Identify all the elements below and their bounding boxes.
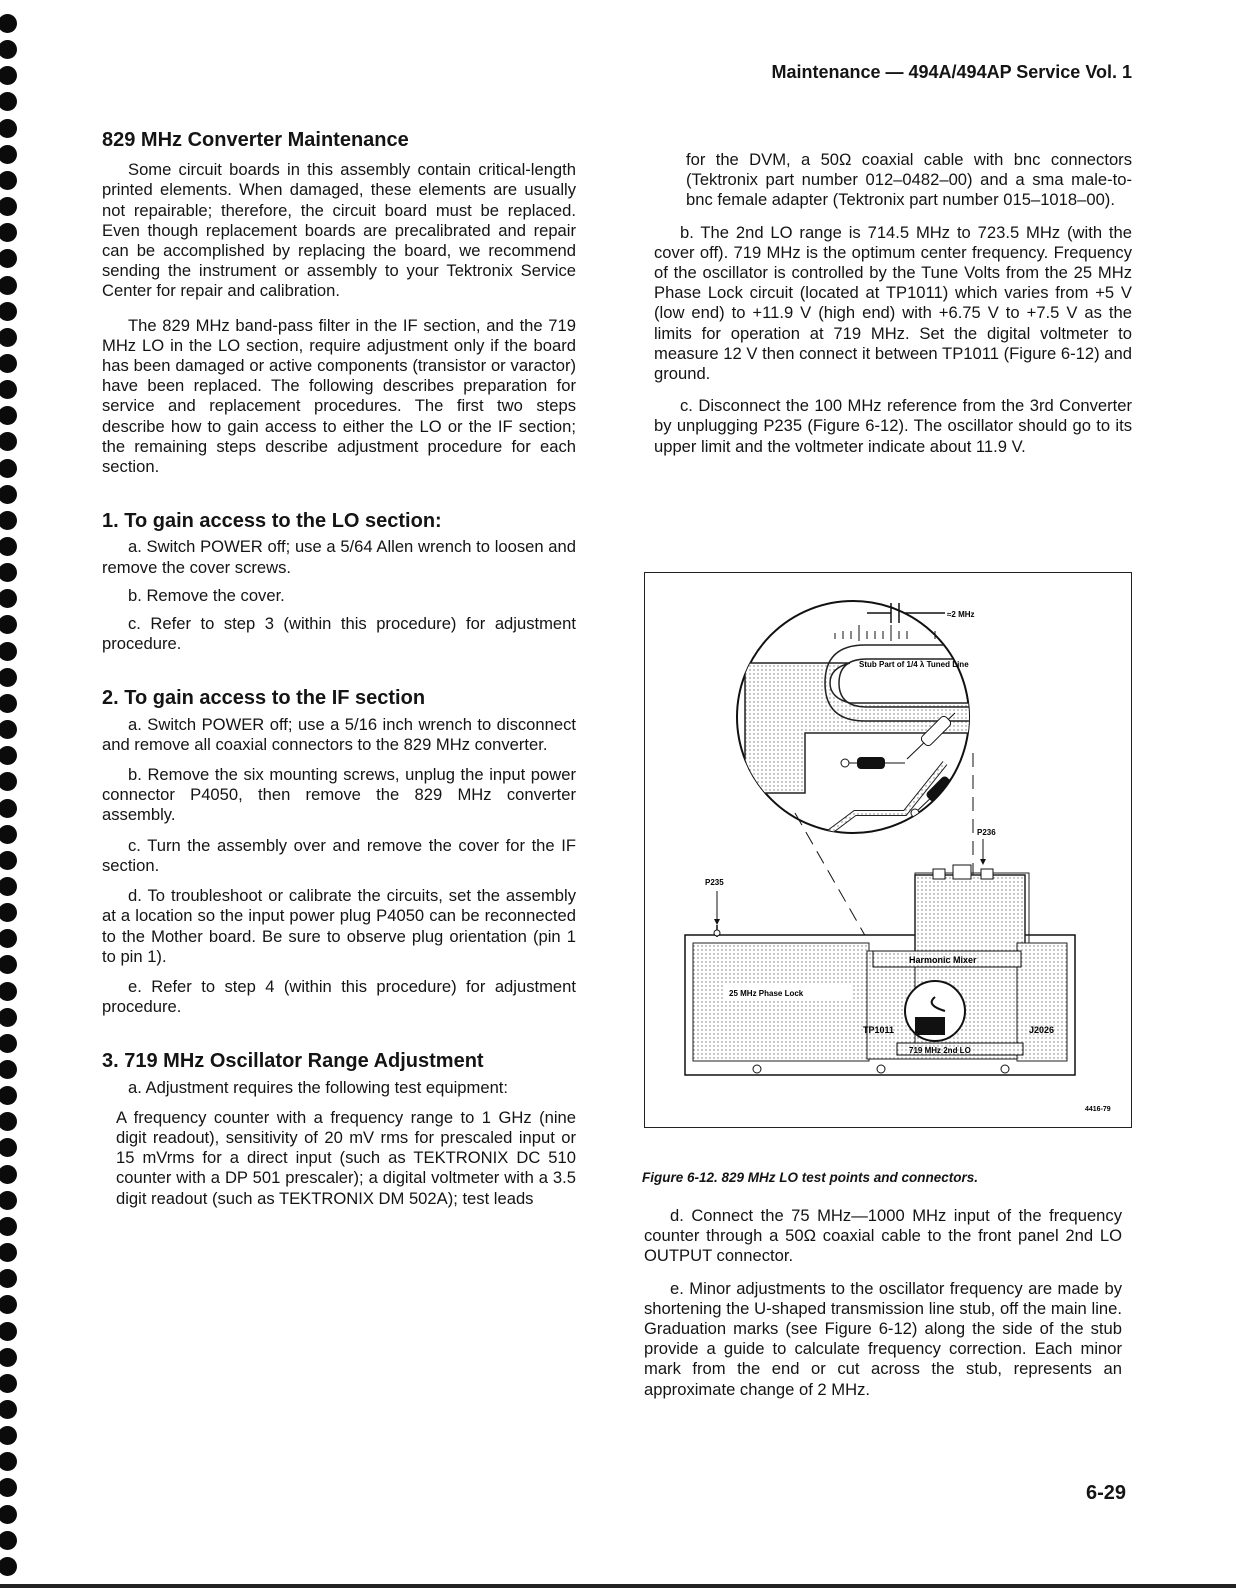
binder-hole (0, 1086, 17, 1105)
binder-hole (0, 1505, 17, 1524)
step3-heading: 3. 719 MHz Oscillator Range Adjustment (102, 1050, 484, 1073)
binder-hole (0, 1191, 17, 1210)
binder-hole (0, 720, 17, 739)
binder-hole (0, 1165, 17, 1184)
binder-hole (0, 302, 17, 321)
right-column-bottom (644, 1206, 1122, 1400)
binder-hole (0, 406, 17, 425)
binder-hole (0, 197, 17, 216)
step1-heading: 1. To gain access to the LO section: (102, 510, 442, 533)
step3-c: c. Disconnect the 100 MHz reference from the 3rd Converter by unplugging P235 (Figure 6-12). The oscillator should go to its upper limit and the voltmeter indicate about 11.9 V. (654, 396, 1132, 456)
binder-hole (0, 851, 17, 870)
step2-e: e. Refer to step 4 (within this procedure) for adjustment procedure. (102, 976, 576, 1017)
running-header: Maintenance — 494A/494AP Service Vol. 1 (771, 62, 1132, 82)
binder-hole (0, 1426, 17, 1445)
binder-hole (0, 1008, 17, 1027)
step2-b: b. Remove the six mounting screws, unplug the input power connector P4050, then remove the 829 MHz converter assembly. (102, 765, 576, 825)
binder-hole (0, 92, 17, 111)
binder-hole (0, 1138, 17, 1157)
figure-code: 4416-79 (1085, 1106, 1111, 1113)
label-stub: Stub Part of 1/4 λ Tuned Line (859, 660, 969, 669)
figure-6-12 (644, 572, 1132, 1128)
step3-d: d. Connect the 75 MHz—1000 MHz input of the frequency counter through a 50Ω coaxial cable to the front panel 2nd LO OUTPUT connector. (644, 1206, 1122, 1266)
bottom-edge (0, 1584, 1236, 1588)
step2-d: d. To troubleshoot or calibrate the circuits, set the assembly at a location so the input power plug P4050 can be reconnected to the Mother board. Be sure to observe plug orientation (pin 1 to pin 1). (102, 886, 576, 966)
binder-hole (0, 694, 17, 713)
binder-hole (0, 1478, 17, 1497)
binder-hole (0, 1112, 17, 1131)
binder-hole (0, 40, 17, 59)
step3-b: b. The 2nd LO range is 714.5 MHz to 723.5 MHz (with the cover off). 719 MHz is the optimum center frequency. Frequency of the oscillator is controlled by the Tune Volts from the 25 MHz Phase Lock circuit (located at TP1011) which varies from +5 V (low end) to +11.9 V (high end) with +6.75 V to +7.5 V as the limits for operation at 719 MHz. Set the digital voltmeter to measure 12 V then connect it between TP1011 (Figure 6-12) and ground. (654, 222, 1132, 384)
binder-hole (0, 1322, 17, 1341)
binder-hole (0, 1452, 17, 1471)
step3-e: e. Minor adjustments to the oscillator frequency are made by shortening the U-shaped transmission line stub, off the main line. Graduation marks (see Figure 6-12) along the side of the stub provide a guide to calculate frequency correction. Each minor mark from the end or cut across the stub, represents an approximate change of 2 MHz. (644, 1278, 1122, 1399)
left-column (102, 130, 576, 1209)
binder-hole (0, 14, 17, 33)
binder-hole (0, 772, 17, 791)
label-p236: P236 (977, 828, 996, 837)
step2-a: a. Switch POWER off; use a 5/16 inch wrench to disconnect and remove all coaxial connectors to the 829 MHz converter. (102, 714, 576, 754)
binder-hole (0, 459, 17, 478)
binder-holes (0, 0, 28, 1588)
page-number: 6-29 (1085, 1482, 1126, 1504)
binder-hole (0, 1531, 17, 1550)
step1-b: b. Remove the cover. (128, 585, 285, 605)
figure-caption: Figure 6-12. 829 MHz LO test points and connectors. (642, 1170, 979, 1185)
binder-hole (0, 668, 17, 687)
binder-hole (0, 1348, 17, 1367)
binder-hole (0, 66, 17, 85)
binder-hole (0, 903, 17, 922)
label-2nd-lo: 719 MHz 2nd LO (909, 1046, 971, 1055)
binder-hole (0, 354, 17, 373)
step2-heading: 2. To gain access to the IF section (102, 687, 426, 710)
binder-hole (0, 249, 17, 268)
label-2mhz: ≈2 MHz (947, 610, 975, 619)
binder-hole (0, 485, 17, 504)
binder-hole (0, 1060, 17, 1079)
binder-hole (0, 1400, 17, 1419)
binder-hole (0, 511, 17, 530)
label-j2026: J2026 (1029, 1025, 1055, 1035)
binder-hole (0, 982, 17, 1001)
binder-hole (0, 589, 17, 608)
binder-hole (0, 171, 17, 190)
binder-hole (0, 877, 17, 896)
magnified-view (737, 601, 985, 843)
binder-hole (0, 432, 17, 451)
section-title: 829 MHz Converter Maintenance (102, 129, 409, 151)
label-phaselock: 25 MHz Phase Lock (729, 989, 804, 998)
label-mixer: Harmonic Mixer (909, 955, 977, 965)
binder-hole (0, 1217, 17, 1236)
step2-c: c. Turn the assembly over and remove the cover for the IF section. (102, 835, 576, 875)
binder-hole (0, 825, 17, 844)
binder-hole (0, 1557, 17, 1576)
binder-hole (0, 1034, 17, 1053)
binder-hole (0, 955, 17, 974)
binder-hole (0, 642, 17, 661)
binder-hole (0, 1374, 17, 1393)
equipment-continued: for the DVM, a 50Ω coaxial cable with bnc connectors (Tektronix part number 012–0482–00) and a sma male-to-bnc female adapter (Tektronix part number 015–1018–00). (686, 150, 1132, 210)
binder-hole (0, 1269, 17, 1288)
label-p235: P235 (705, 878, 724, 887)
step3-equipment: A frequency counter with a frequency range to 1 GHz (nine digit readout), sensitivity of 20 mV rms for prescaled input or 15 mVrms for a direct input (such as TEKTRONIX DC 510 counter with a DP 501 prescaler); a digital voltmeter with a 3.5 digit readout (such as TEKTRONIX DM 502A); test leads (116, 1107, 576, 1208)
binder-hole (0, 276, 17, 295)
binder-hole (0, 615, 17, 634)
binder-hole (0, 119, 17, 138)
step3-a: a. Adjustment requires the following test equipment: (128, 1077, 509, 1097)
binder-hole (0, 223, 17, 242)
binder-hole (0, 380, 17, 399)
intro-paragraph-2: The 829 MHz band-pass filter in the IF section, and the 719 MHz LO in the LO section, require adjustment only if the board has been damaged or active components (transistor or varactor) have been replaced. The following describes preparation for service and replacement procedures. The first two steps describe how to gain access to either the LO or the IF section; the remaining steps describe adjustment procedure for each section. (102, 315, 576, 477)
binder-hole (0, 1295, 17, 1314)
binder-hole (0, 746, 17, 765)
step1-c: c. Refer to step 3 (within this procedure) for adjustment procedure. (102, 614, 576, 654)
binder-hole (0, 563, 17, 582)
binder-hole (0, 929, 17, 948)
binder-hole (0, 1243, 17, 1262)
lo-board-diagram (645, 573, 1131, 1127)
converter-board (685, 839, 1075, 1075)
intro-paragraph-1: Some circuit boards in this assembly contain critical-length printed elements. When damaged, these elements are usually not repairable; therefore, the circuit board must be replaced. Even though replacement boards are precalibrated and repair can be accomplished by replacing the board, we recommend sending the instrument or assembly to your Tektronix Service Center for repair and calibration. (102, 160, 576, 301)
binder-hole (0, 328, 17, 347)
label-tp1011: TP1011 (863, 1025, 895, 1035)
binder-hole (0, 537, 17, 556)
binder-hole (0, 799, 17, 818)
binder-hole (0, 145, 17, 164)
step1-a: a. Switch POWER off; use a 5/64 Allen wrench to loosen and remove the cover screws. (102, 537, 576, 577)
right-column-top (654, 150, 1132, 457)
